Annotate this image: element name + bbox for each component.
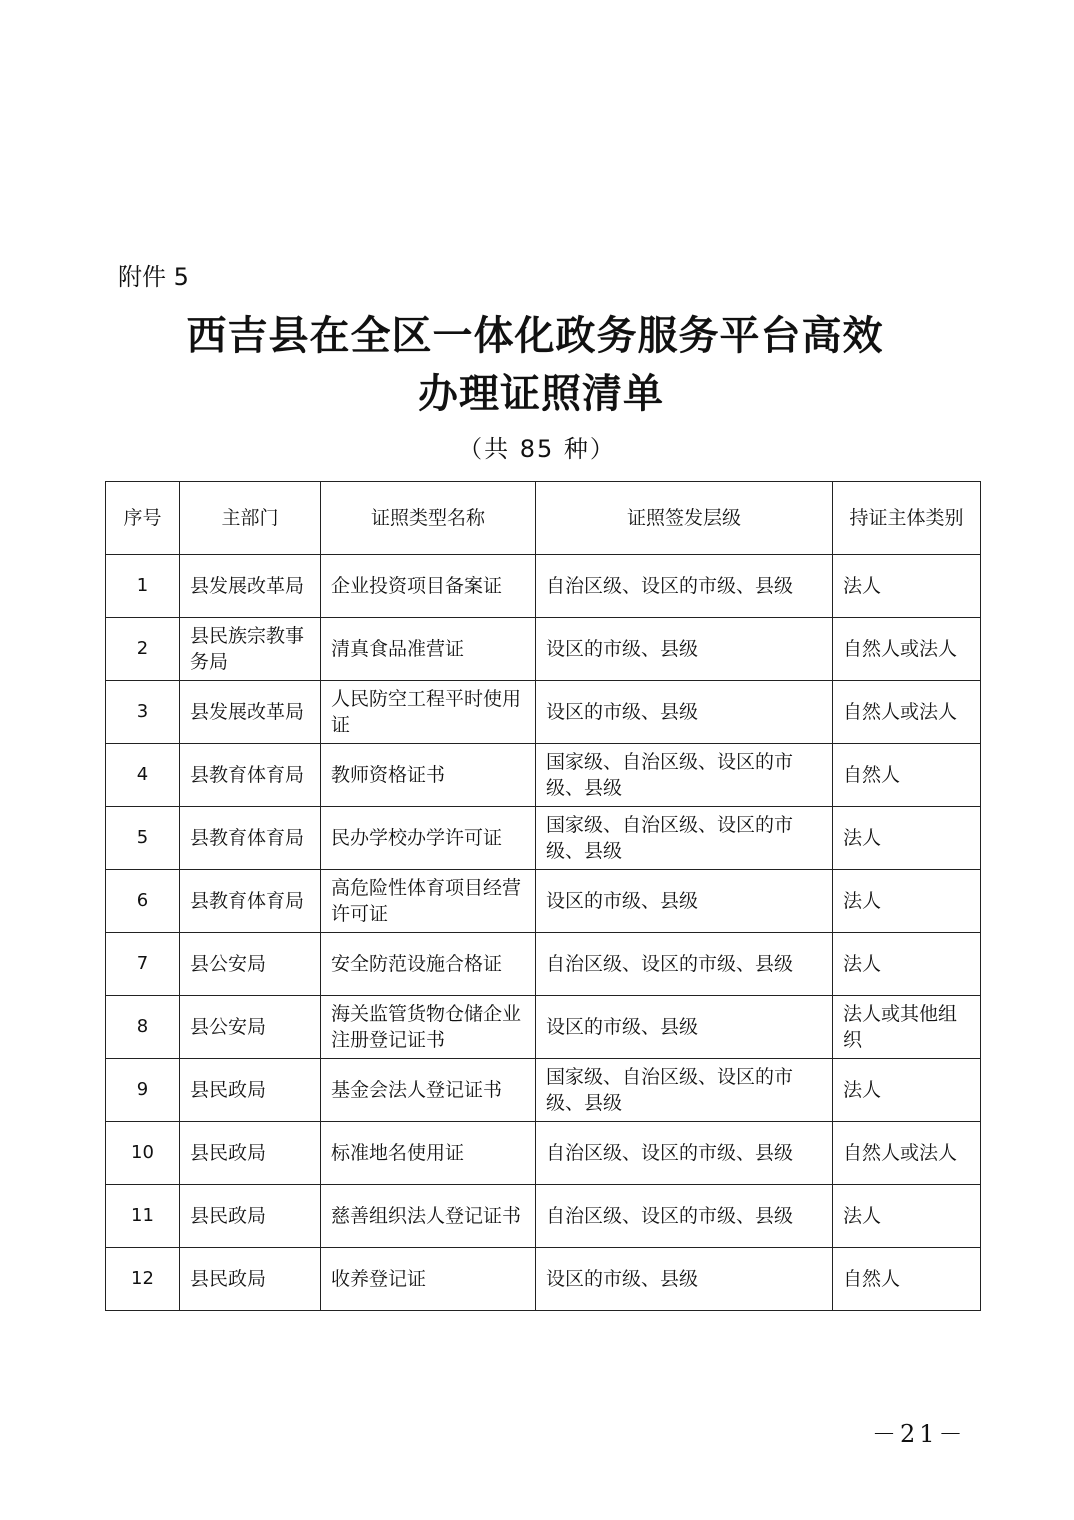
cell-department: 县教育体育局 [180,870,321,933]
cell-holder-type: 自然人或法人 [833,618,981,681]
cell-serial-number: 1 [106,555,180,618]
attachment-label: 附件 5 [118,263,189,291]
cell-holder-type: 自然人 [833,1248,981,1311]
cell-certificate-name: 民办学校办学许可证 [321,807,536,870]
cell-certificate-name: 收养登记证 [321,1248,536,1311]
cell-serial-number: 5 [106,807,180,870]
header-serial-number: 序号 [106,482,180,555]
cell-holder-type: 法人 [833,807,981,870]
cell-department: 县民政局 [180,1059,321,1122]
cell-certificate-name: 海关监管货物仓储企业注册登记证书 [321,996,536,1059]
cell-holder-type: 法人或其他组织 [833,996,981,1059]
cell-issuing-level: 设区的市级、县级 [536,1248,833,1311]
cell-issuing-level: 设区的市级、县级 [536,870,833,933]
table-row [106,933,981,996]
table-row [106,555,981,618]
cell-serial-number: 10 [106,1122,180,1185]
cell-department: 县公安局 [180,996,321,1059]
cell-holder-type: 自然人或法人 [833,681,981,744]
cell-certificate-name: 清真食品准营证 [321,618,536,681]
cell-issuing-level: 设区的市级、县级 [536,996,833,1059]
cell-serial-number: 6 [106,870,180,933]
cell-issuing-level: 国家级、自治区级、设区的市级、县级 [536,807,833,870]
cell-issuing-level: 设区的市级、县级 [536,681,833,744]
cell-certificate-name: 企业投资项目备案证 [321,555,536,618]
cell-serial-number: 2 [106,618,180,681]
cell-serial-number: 12 [106,1248,180,1311]
cell-serial-number: 9 [106,1059,180,1122]
cell-department: 县公安局 [180,933,321,996]
cell-certificate-name: 标准地名使用证 [321,1122,536,1185]
cell-issuing-level: 国家级、自治区级、设区的市级、县级 [536,1059,833,1122]
cell-certificate-name: 基金会法人登记证书 [321,1059,536,1122]
cell-serial-number: 8 [106,996,180,1059]
cell-holder-type: 法人 [833,933,981,996]
header-department: 主部门 [180,482,321,555]
cell-department: 县发展改革局 [180,681,321,744]
table-row [106,1185,981,1248]
document-title-line-1: 西吉县在全区一体化政务服务平台高效 [186,312,884,359]
header-issuing-level: 证照签发层级 [536,482,833,555]
table-row [106,996,981,1059]
cell-issuing-level: 自治区级、设区的市级、县级 [536,1185,833,1248]
cell-holder-type: 法人 [833,1059,981,1122]
page-number: －21－ [872,1420,967,1448]
table-row [106,681,981,744]
cell-certificate-name: 教师资格证书 [321,744,536,807]
document-subtitle: （共 85 种） [458,435,616,463]
table-row [106,744,981,807]
cell-holder-type: 自然人或法人 [833,1122,981,1185]
cell-holder-type: 自然人 [833,744,981,807]
header-certificate-name: 证照类型名称 [321,482,536,555]
cell-department: 县民政局 [180,1122,321,1185]
table-row [106,1122,981,1185]
cell-issuing-level: 自治区级、设区的市级、县级 [536,933,833,996]
table-row [106,1248,981,1311]
cell-certificate-name: 高危险性体育项目经营许可证 [321,870,536,933]
certificate-table [105,481,981,1311]
cell-issuing-level: 自治区级、设区的市级、县级 [536,1122,833,1185]
cell-holder-type: 法人 [833,870,981,933]
table-row [106,870,981,933]
cell-issuing-level: 设区的市级、县级 [536,618,833,681]
table-row [106,807,981,870]
cell-certificate-name: 安全防范设施合格证 [321,933,536,996]
cell-certificate-name: 慈善组织法人登记证书 [321,1185,536,1248]
cell-holder-type: 法人 [833,555,981,618]
cell-serial-number: 4 [106,744,180,807]
document-title-line-2: 办理证照清单 [418,370,664,417]
table-row [106,1059,981,1122]
table-row [106,618,981,681]
cell-serial-number: 11 [106,1185,180,1248]
cell-certificate-name: 人民防空工程平时使用证 [321,681,536,744]
cell-department: 县民族宗教事务局 [180,618,321,681]
cell-department: 县民政局 [180,1185,321,1248]
table-header-row [106,482,981,555]
header-holder-type: 持证主体类别 [833,482,981,555]
cell-department: 县发展改革局 [180,555,321,618]
cell-serial-number: 3 [106,681,180,744]
cell-department: 县教育体育局 [180,807,321,870]
cell-department: 县民政局 [180,1248,321,1311]
cell-issuing-level: 国家级、自治区级、设区的市级、县级 [536,744,833,807]
cell-serial-number: 7 [106,933,180,996]
cell-holder-type: 法人 [833,1185,981,1248]
cell-issuing-level: 自治区级、设区的市级、县级 [536,555,833,618]
cell-department: 县教育体育局 [180,744,321,807]
